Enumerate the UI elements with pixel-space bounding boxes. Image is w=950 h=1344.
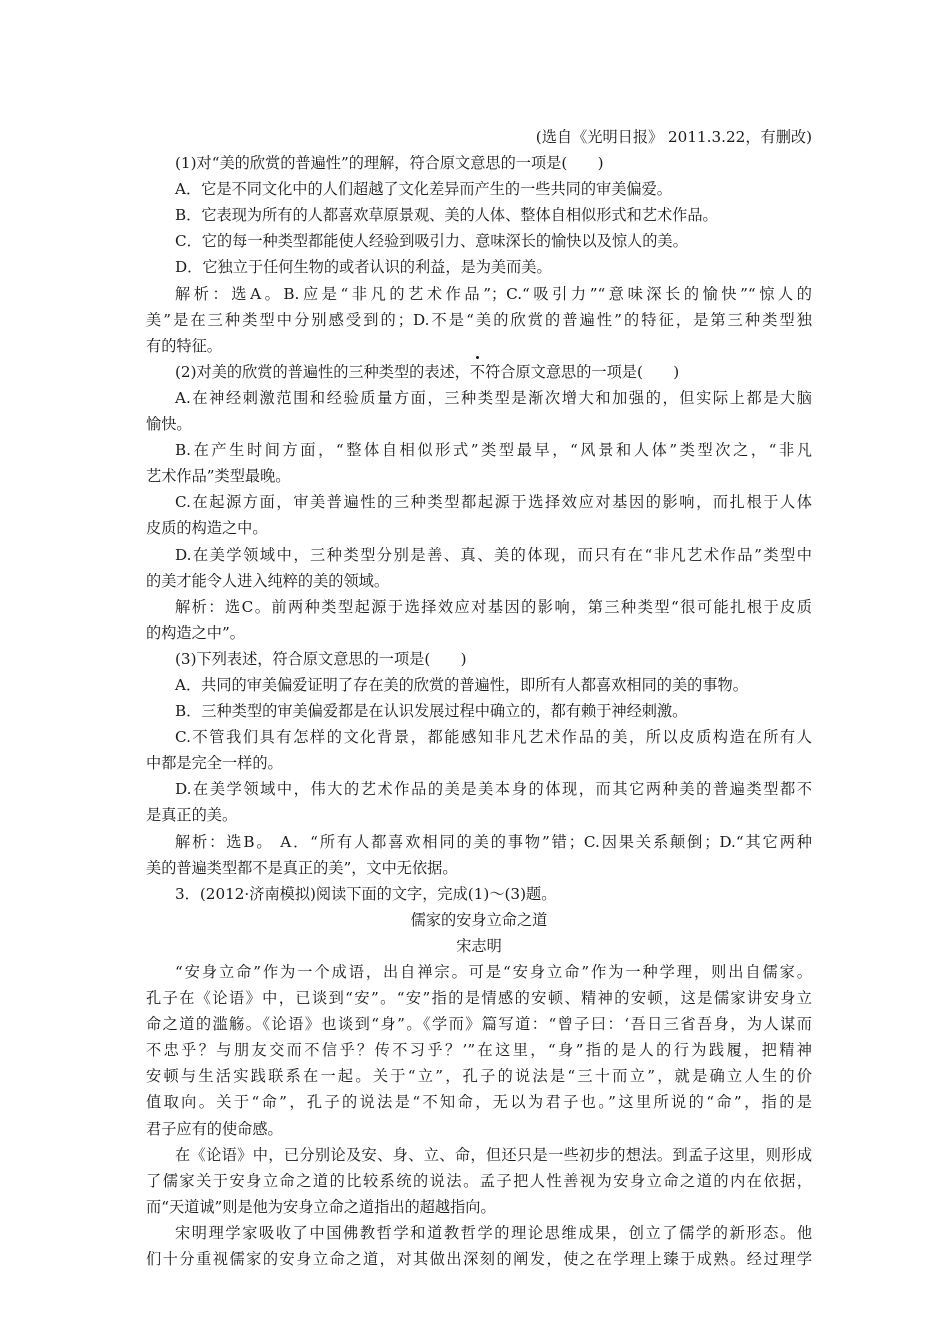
article-paragraph-1: “安身立命”作为一个成语，出自禅宗。可是“安身立命”作为一种学理，则出自儒家。 [175, 963, 812, 981]
article-paragraph-1-line: 不忠乎？与朋友交而不信乎？传不习乎？’”在这里，“身”指的是人的行为践履，把精神 [146, 1041, 812, 1060]
article-paragraph-1-line: 安顿与生活实践联系在一起。关于“立”，孔子的说法是“三十而立”，就是确立人生的价 [146, 1067, 812, 1086]
question-2-answer-cont: 的构造之中”。 [146, 623, 245, 642]
question-3-option-a: A．共同的审美偏爱证明了存在美的欣赏的普遍性，即所有人都喜欢相同的美的事物。 [175, 675, 748, 694]
question-2-option-b: B.在产生时间方面，“整体自相似形式”类型最早，“风景和人体”类型次之，“非凡 [175, 441, 812, 460]
question-3-option-d-cont: 是真正的美。 [146, 806, 238, 825]
question-1-answer: 解析：选A。B.应是“非凡的艺术作品”；C.“吸引力”“意味深长的愉快”“惊人的 [175, 284, 812, 303]
article-paragraph-1-line: 君子应有的使命感。 [146, 1119, 283, 1138]
question-1-option-c: C．它的每一种类型都能使人经验到吸引力、意味深长的愉快以及惊人的美。 [175, 232, 688, 251]
article-paragraph-1-line: 孔子在《论语》中，已谈到“安”。“安”指的是情感的安顿、精神的安顿，这是儒家讲安身立 [146, 989, 812, 1008]
question-1-answer-end: 有的特征。 [146, 336, 222, 355]
source-note: (选自《光明日报》 2011.3.22，有删改) [535, 128, 812, 146]
question-2-option-d-cont: 的美才能令人进入纯粹的美的领域。 [146, 571, 389, 590]
question-3-stem: (3)下列表述，符合原文意思的一项是( ) [175, 649, 467, 668]
question-2-option-d: D.在美学领域中，三种类型分别是善、真、美的体现，而只有在“非凡艺术作品”类型中 [175, 545, 812, 564]
emphasis-dot-text: 不 [470, 359, 485, 385]
article-paragraph-3: 宋明理学家吸收了中国佛教哲学和道教哲学的理论思维成果，创立了儒学的新形态。他 [175, 1223, 812, 1242]
question-2-option-b-cont: 艺术作品”类型最晚。 [146, 467, 291, 486]
main-question-3: 3．(2012·济南模拟)阅读下面的文字，完成(1)～(3)题。 [175, 884, 557, 903]
question-2-option-a: A.在神经刺激范围和经验质量方面，三种类型是渐次增大和加强的，但实际上都是大脑 [175, 388, 812, 407]
question-1-option-d: D．它独立于任何生物的或者认识的利益，是为美而美。 [175, 258, 552, 277]
article-paragraph-2-line: 而“天道诚”则是他为安身立命之道指出的超越指向。 [146, 1197, 496, 1216]
article-paragraph-2: 在《论语》中，已分别论及安、身、立、命，但还只是一些初步的想法。到孟子这里，则形成 [175, 1145, 812, 1164]
question-3-option-c-cont: 中都是完全一样的。 [146, 754, 283, 773]
question-2-option-c-cont: 皮质的构造之中。 [146, 519, 268, 538]
question-1-option-b: B．它表现为所有的人都喜欢草原景观、美的人体、整体自相似形式和艺术作品。 [175, 206, 718, 225]
article-paragraph-2-line: 了儒家关于安身立命之道的比较系统的说法。孟子把人性善视为安身立命之道的内在依据， [146, 1171, 812, 1190]
question-3-answer-cont: 美的普遍类型都不是真正的美”，文中无依据。 [146, 858, 458, 877]
article-paragraph-1-line: 值取向。关于“命”，孔子的说法是“不知命，无以为君子也。”这里所说的“命”，指的是 [146, 1093, 812, 1112]
question-2-stem-post: 符合原文意思的一项是( ) [485, 362, 680, 381]
question-1-answer-cont: 美”是在三种类型中分别感受到的；D.不是“美的欣赏的普遍性”的特征，是第三种类型独 [146, 310, 812, 329]
article-author: 宋志明 [456, 936, 502, 955]
document-body [146, 124, 812, 1272]
question-1-option-a: A．它是不同文化中的人们超越了文化差异而产生的一些共同的审美偏爱。 [175, 180, 672, 199]
question-3-option-c: C.不管我们具有怎样的文化背景，都能感知非凡艺术作品的美，所以皮质构造在所有人 [175, 728, 812, 747]
question-2-option-a-cont: 愉快。 [146, 415, 192, 434]
article-paragraph-3-line: 们十分重视儒家的安身立命之道，对其做出深刻的阐发，使之在学理上臻于成熟。经过理学 [146, 1250, 812, 1269]
question-3-option-d: D.在美学领域中，伟大的艺术作品的美是美本身的体现，而其它两种美的普遍类型都不 [175, 780, 812, 799]
question-3-answer: 解析：选B。 A．“所有人都喜欢相同的美的事物”错；C.因果关系颠倒；D.“其它两种 [175, 832, 812, 851]
article-title: 儒家的安身立命之道 [410, 910, 548, 929]
question-2-stem [146, 359, 812, 385]
question-2-answer: 解析：选C。前两种类型起源于选择效应对基因的影响，第三种类型“很可能扎根于皮质 [175, 597, 812, 616]
question-2-stem-pre: (2)对美的欣赏的普遍性的三种类型的表述， [175, 362, 470, 381]
question-3-option-b: B．三种类型的审美偏爱都是在认识发展过程中确立的，都有赖于神经刺激。 [175, 702, 688, 721]
question-1-stem: (1)对“美的欣赏的普遍性”的理解，符合原文意思的一项是( ) [175, 154, 604, 173]
article-paragraph-1-line: 命之道的滥觞。《论语》也谈到“身”。《学而》篇写道：“曾子曰：‘吾日三省吾身，为人谋而 [146, 1015, 812, 1034]
question-2-option-c: C.在起源方面，审美普遍性的三种类型都起源于选择效应对基因的影响，而扎根于人体 [175, 493, 812, 512]
